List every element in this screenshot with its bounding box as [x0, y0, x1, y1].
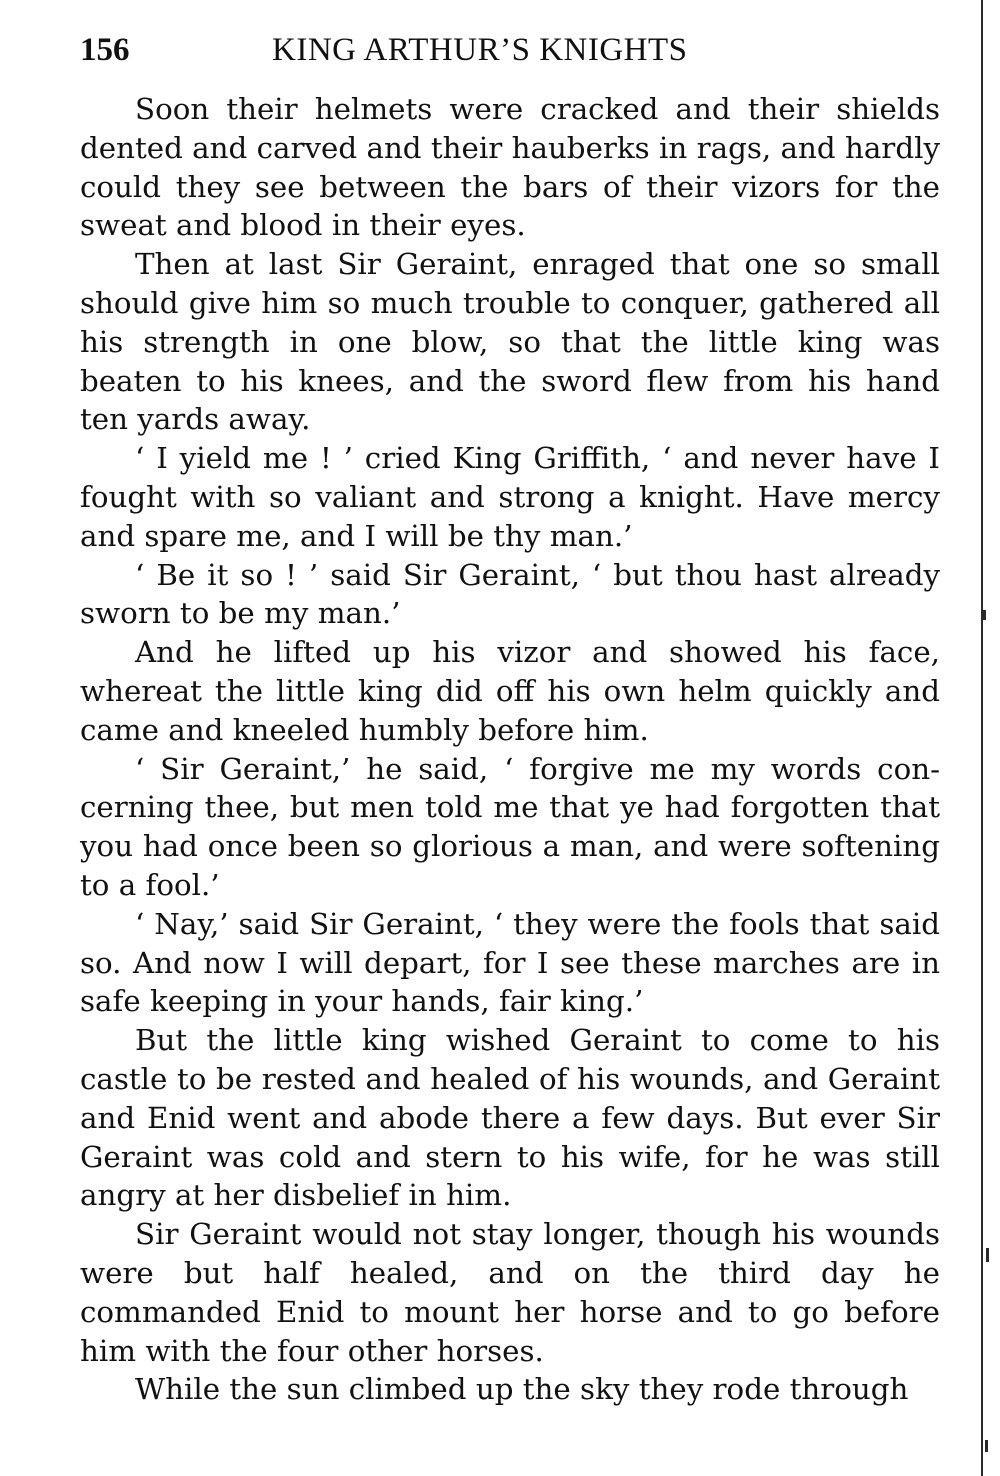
paragraph: Soon their helmets were cracked and their shields dented and carved and their hauberks in rags, and hardly could they see between the bars of their vizors for the sweat and blood in their eyes.: [80, 92, 940, 243]
paragraph: And he lifted up his vizor and showed his face, whereat the little king did off his own helm quickly and came and kneeled humbly before him.: [80, 635, 940, 747]
running-title: KING ARTHUR’S KNIGHTS: [272, 32, 688, 68]
scan-speck: [983, 610, 986, 620]
scan-speck: [986, 1248, 989, 1262]
paragraph: Sir Geraint would not stay longer, though his wounds were but half healed, and on the third day he commanded Enid to mount her horse and to go before him with the four other horses.: [80, 1217, 940, 1368]
paragraph: ‘ Be it so ! ’ said Sir Geraint, ‘ but thou hast already sworn to be my man.’: [80, 557, 940, 631]
paragraph: ‘ Nay,’ said Sir Geraint, ‘ they were the fools that said so. And now I will depart, for I see these marches are in safe keeping in your hands, fair king.’: [80, 906, 940, 1019]
paragraph: While the sun climbed up the sky they rode through: [135, 1372, 909, 1407]
paragraph: But the little king wished Geraint to come to his castle to be rested and healed of his wounds, and Geraint and Enid went and abode there a few days. But ever Sir Geraint was cold and stern to his wife, for he was still angry at her disbelief in him.: [80, 1023, 940, 1213]
paragraph: ‘ I yield me ! ’ cried King Griffith, ‘ and never have I fought with so valiant and strong a knight. Have mercy and spare me, and I will be thy man.’: [80, 441, 940, 553]
paragraph: ‘ Sir Geraint,’ he said, ‘ forgive me my words concerning thee, but men told me that ye had forgotten that you had once been so glorious a man, and were softening to a fool.’: [80, 751, 940, 902]
page-number: 156: [80, 32, 130, 68]
scan-speck: [985, 1440, 988, 1452]
page-header: [80, 30, 940, 78]
page-content: [80, 30, 940, 1409]
paragraph: Then at last Sir Geraint, enraged that one so small should give him so much trouble to conquer, gathered all his strength in one blow, so that the little king was beaten to his knees, and the sword flew from his hand ten yards away.: [80, 247, 940, 437]
body-text: [80, 90, 940, 1409]
page-edge-line: [981, 0, 983, 1476]
